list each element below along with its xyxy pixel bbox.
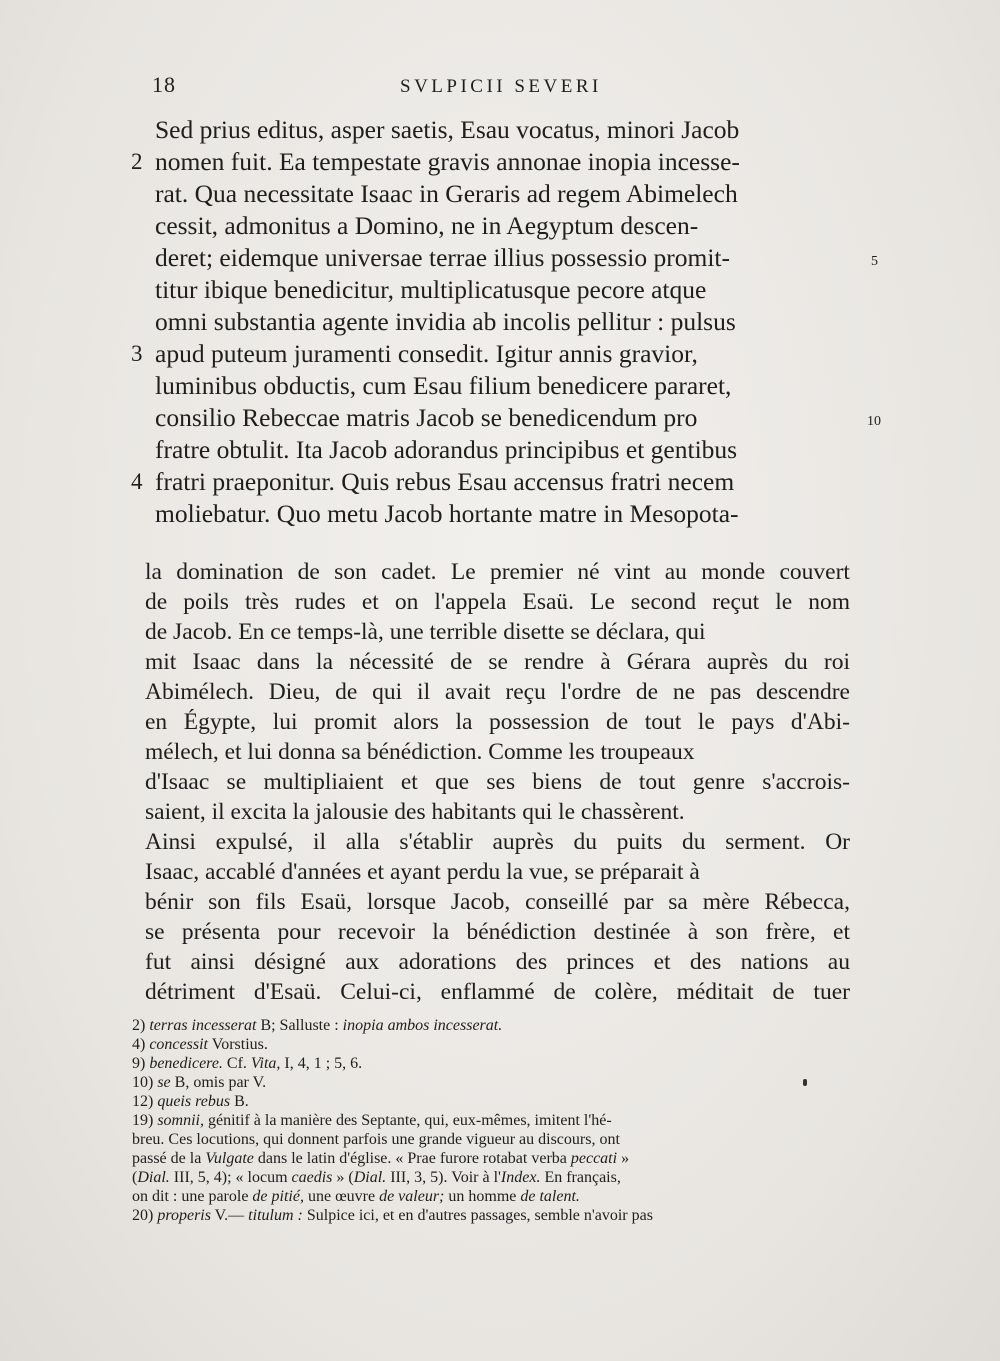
note-number: 20) (132, 1207, 154, 1224)
note-number: 10) (132, 1074, 154, 1091)
latin-line: cessit, admonitus a Domino, ne in Aegyptum descen- (155, 211, 699, 240)
french-line: d'Isaac se multipliaient et que ses biens de tout genre s'accrois- (145, 769, 850, 795)
latin-line: fratre obtulit. Ita Jacob adorandus principibus et gentibus (155, 435, 738, 464)
note-19-line: passé de la Vulgate dans le latin d'église. « Prae furore rotabat verba peccati » (132, 1150, 630, 1167)
french-line: se présenta pour recevoir la bénédiction destinée à son frère, et (145, 919, 850, 945)
latin-line: 3 apud puteum juramenti consedit. Igitur annis gravior, (131, 339, 698, 368)
french-line: Abimélech. Dieu, de qui il avait reçu l'ordre de ne pas descendre (145, 679, 850, 705)
french-line: mit Isaac dans la nécessité de se rendre à Gérara auprès du roi (145, 649, 851, 675)
note-lemma: se (157, 1074, 171, 1091)
french-line: en Égypte, lui promit alors la possession de tout le pays d'Abi- (145, 709, 850, 735)
note-lemma: benedicere. (149, 1055, 223, 1072)
note-19-line: (Dial. III, 5, 4); « locum caedis » (Dial. III, 3, 5). Voir à l'Index. En français, (132, 1169, 621, 1186)
note-number: 2) (132, 1017, 146, 1034)
latin-line: 4 fratri praeponitur. Quis rebus Esau accensus fratri necem (131, 467, 735, 496)
section-number: 3 (131, 341, 143, 366)
page-number: 18 (152, 72, 176, 97)
latin-line: Sed prius editus, asper saetis, Esau vocatus, minori Jacob (155, 115, 740, 144)
note-number: 12) (132, 1093, 154, 1110)
latin-line: titur ibique benedicitur, multiplicatusque pecore atque (155, 275, 707, 304)
latin-line: deret; eidemque universae terrae illius possessio promit- 5 (155, 242, 865, 274)
note-number: 19) (132, 1112, 154, 1129)
line-number: 10 (867, 414, 881, 429)
french-translation (145, 557, 855, 1007)
note-9: 9) benedicere. Cf. Vita, I, 4, 1 ; 5, 6. (132, 1055, 363, 1072)
latin-line: moliebatur. Quo metu Jacob hortante matre in Mesopota- (155, 499, 739, 528)
french-line: Isaac, accablé d'années et ayant perdu la vue, se préparait à (145, 859, 700, 885)
page-header (152, 72, 872, 106)
french-line: de poils très rudes et on l'appela Esaü. Le second reçut le nom (145, 589, 850, 615)
french-line: de Jacob. En ce temps-là, une terrible disette se déclara, qui (145, 619, 706, 645)
ink-speck (803, 1079, 807, 1086)
note-quote: inopia ambos incesserat. (342, 1017, 503, 1034)
note-20: 20) properis V.— titulum : Sulpice ici, et en d'autres passages, semble n'avoir pas (132, 1207, 653, 1224)
note-lemma: titulum : (248, 1207, 303, 1224)
french-line: bénir son fils Esaü, lorsque Jacob, conseillé par sa mère Rébecca, (145, 889, 850, 915)
french-line: détriment d'Esaü. Celui-ci, enflammé de colère, méditait de tuer (145, 979, 850, 1005)
section-number: 2 (131, 149, 143, 174)
french-line: saient, il excita la jalousie des habitants qui le chassèrent. (145, 799, 685, 825)
latin-line: luminibus obductis, cum Esau filium benedicere pararet, (155, 371, 732, 400)
note-19-line: breu. Ces locutions, qui donnent parfois une grande vigueur au discours, ont (132, 1131, 620, 1148)
note-lemma: somnii, (157, 1112, 204, 1129)
latin-line: 2 nomen fuit. Ea tempestate gravis annonae inopia incesse- (131, 147, 740, 176)
note-4: 4) concessit Vorstius. (132, 1036, 268, 1053)
note-number: 4) (132, 1036, 146, 1053)
section-number: 4 (131, 469, 143, 494)
note-lemma: queis rebus (157, 1093, 231, 1110)
note-10: 10) se B, omis par V. (132, 1074, 267, 1091)
note-lemma: concessit (149, 1036, 208, 1053)
note-12: 12) queis rebus B. (132, 1093, 249, 1110)
note-19-line: 19) somnii, génitif à la manière des Septante, qui, eux-mêmes, imitent l'hé- (132, 1112, 612, 1129)
note-lemma: properis (157, 1207, 211, 1224)
latin-line: consilio Rebeccae matris Jacob se benedicendum pro 10 (155, 402, 865, 434)
latin-line: omni substantia agente invidia ab incolis pellitur : pulsus (155, 307, 736, 336)
french-line: la domination de son cadet. Le premier né vint au monde couvert (145, 559, 850, 585)
critical-notes (132, 1016, 847, 1225)
running-head: SVLPICII SEVERI (400, 76, 602, 97)
french-line: mélech, et lui donna sa bénédiction. Comme les troupeaux (145, 739, 695, 765)
french-line: Ainsi expulsé, il alla s'établir auprès du puits du serment. Or (145, 829, 851, 855)
line-number: 5 (871, 254, 878, 269)
note-number: 9) (132, 1055, 146, 1072)
latin-line: rat. Qua necessitate Isaac in Geraris ad regem Abimelech (155, 179, 738, 208)
latin-text (131, 114, 881, 530)
french-line: fut ainsi désigné aux adorations des princes et des nations au (145, 949, 850, 975)
note-19-line: on dit : une parole de pitié, une œuvre de valeur; un homme de talent. (132, 1188, 580, 1205)
note-lemma: terras incesserat (149, 1017, 257, 1034)
note-2: 2) terras incesserat B; Salluste : inopia ambos incesserat. (132, 1017, 503, 1034)
